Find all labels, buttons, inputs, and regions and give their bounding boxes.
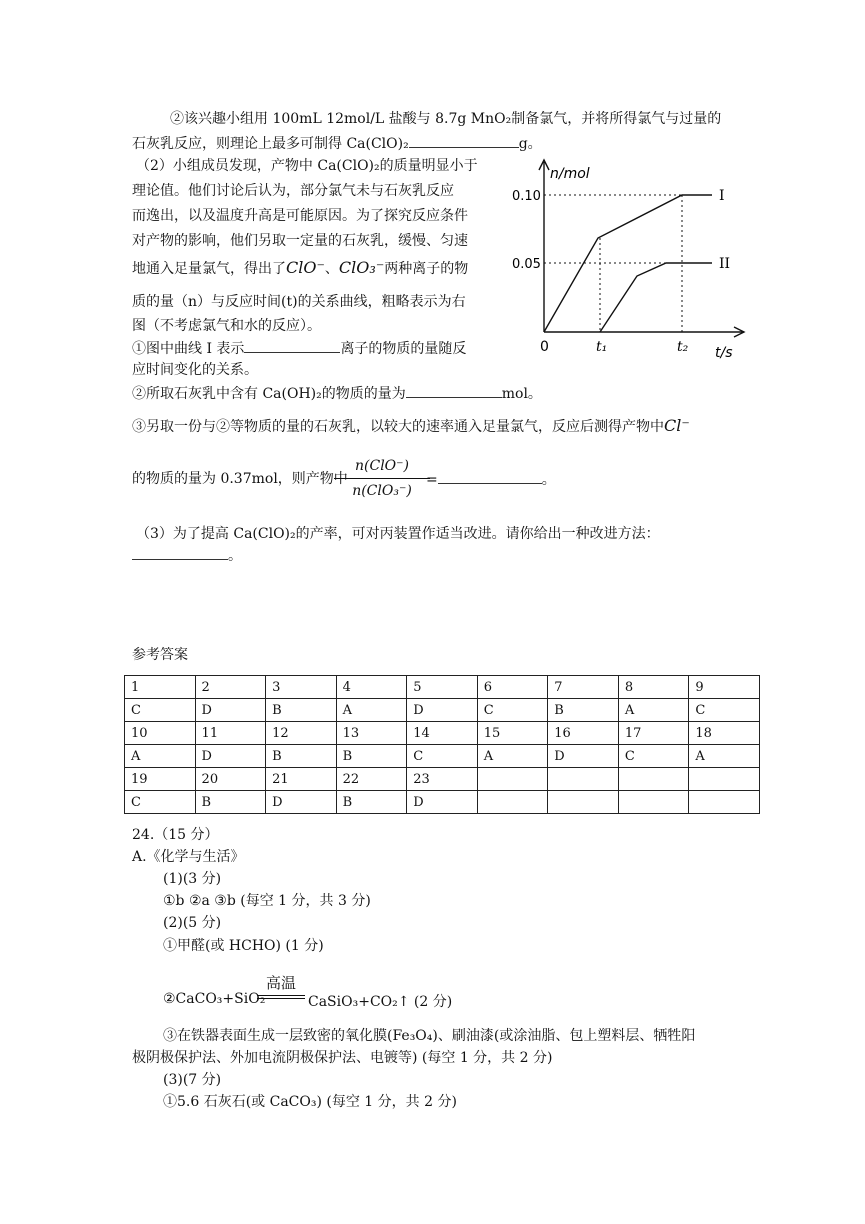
table-cell: A: [618, 699, 689, 722]
table-cell: 17: [618, 722, 689, 745]
q3-period: 。: [228, 548, 242, 564]
ratio-fraction: [334, 455, 430, 502]
fraction-bar: [334, 478, 430, 479]
answers-title: 参考答案: [132, 647, 188, 663]
table-cell: A: [477, 745, 548, 768]
table-cell: 11: [195, 722, 266, 745]
table-cell: 21: [266, 768, 337, 791]
q1-line2-text: 石灰乳反应，则理论上最多可制得 Ca(ClO)₂: [132, 136, 409, 152]
table-cell: 4: [336, 676, 407, 699]
table-cell: D: [195, 745, 266, 768]
q2-p6: 质的量（n）与反应时间(t)的关系曲线，粗略表示为右: [132, 294, 466, 310]
table-cell: [548, 791, 619, 814]
table-cell: B: [548, 699, 619, 722]
origin-label: 0: [540, 339, 549, 355]
table-cell: 7: [548, 676, 619, 699]
q2-p4: 对产物的影响，他们另取一定量的石灰乳，缓慢、匀速: [132, 233, 468, 249]
table-cell: D: [548, 745, 619, 768]
table-cell: C: [477, 699, 548, 722]
table-cell: [689, 768, 760, 791]
table-cell: 8: [618, 676, 689, 699]
table-cell: 9: [689, 676, 760, 699]
table-cell: 18: [689, 722, 760, 745]
period: 。: [541, 472, 556, 488]
fraction-numerator: n(ClO⁻): [355, 458, 409, 474]
table-cell: [618, 791, 689, 814]
heat-label: 高温: [265, 974, 296, 992]
q2-p2: 理论值。他们讨论后认为，部分氯气未与石灰乳反应: [132, 183, 454, 199]
table-cell: C: [618, 745, 689, 768]
table-cell: A: [689, 745, 760, 768]
q2-p3: 而逸出，以及温度升高是可能原因。为了探究反应条件: [132, 208, 468, 224]
equals-sign: =: [426, 472, 438, 488]
q24-p2-2a: ②CaCO₃+SiO₂: [163, 991, 266, 1007]
table-cell: 22: [336, 768, 407, 791]
q24-p3: (3)(7 分): [163, 1072, 222, 1088]
table-cell: [477, 768, 548, 791]
table-cell: B: [336, 745, 407, 768]
x-tick-t1: t₁: [596, 339, 608, 355]
answer-table: [124, 675, 760, 814]
table-row: [125, 676, 760, 699]
ion-clo3: ClO₃⁻: [338, 258, 385, 277]
y-tick-010: 0.10: [512, 189, 541, 204]
table-cell: D: [407, 791, 478, 814]
table-cell: 20: [195, 768, 266, 791]
curve-ii-label: II: [719, 256, 731, 272]
y-axis-label: n/mol: [550, 166, 590, 182]
q2-s3-text2: 的物质的量为 0.37mol，则产物中: [132, 471, 348, 487]
table-cell: B: [336, 791, 407, 814]
q2-s3-text: ③另取一份与②等物质的量的石灰乳，以较大的速率通入足量氯气，反应后测得产物中: [132, 419, 664, 435]
table-cell: [477, 791, 548, 814]
q24-p1: (1)(3 分): [163, 871, 222, 887]
table-row: [125, 768, 760, 791]
q1-line2: [132, 133, 542, 154]
table-row: [125, 791, 760, 814]
table-cell: [689, 791, 760, 814]
q24-p2-2b: CaSiO₃+CO₂↑ (2 分): [308, 994, 453, 1010]
table-cell: B: [195, 791, 266, 814]
table-row: [125, 722, 760, 745]
q24-p2-3b: 极阴极保护法、外加电流阴极保护法、电镀等) (每空 1 分，共 2 分): [132, 1050, 553, 1066]
q2-p7: 图（不考虑氯气和水的反应）。: [132, 318, 321, 334]
table-cell: C: [125, 699, 196, 722]
table-cell: 6: [477, 676, 548, 699]
answer-blank[interactable]: [438, 469, 542, 484]
table-cell: 16: [548, 722, 619, 745]
q24-p2: (2)(5 分): [163, 915, 222, 931]
q2-p1: （2）小组成员发现，产物中 Ca(ClO)₂的质量明显小于: [136, 158, 478, 174]
table-cell: C: [407, 745, 478, 768]
table-cell: 12: [266, 722, 337, 745]
answer-blank[interactable]: [406, 383, 502, 398]
table-cell: D: [266, 791, 337, 814]
table-cell: 19: [125, 768, 196, 791]
q24-head: 24.（15 分）: [132, 827, 219, 843]
x-axis-label: t/s: [715, 345, 733, 361]
q24-p1-answer: ①b ②a ③b (每空 1 分，共 3 分): [163, 893, 371, 909]
q2-p5-tail: 两种离子的物: [384, 261, 469, 277]
q2-s1-text: ①图中曲线 I 表示: [132, 341, 245, 357]
ion-clo: ClO⁻: [286, 258, 325, 277]
q24-section-a: A.《化学与生活》: [132, 849, 245, 865]
q24-p2-1: ①甲醛(或 HCHO) (1 分): [163, 938, 324, 954]
table-cell: [548, 768, 619, 791]
q1-line1: ②该兴趣小组用 100mL 12mol/L 盐酸与 8.7g MnO₂制备氯气，并将所得氯气与过量的: [170, 111, 722, 127]
separator: 、: [324, 261, 339, 277]
table-cell: A: [336, 699, 407, 722]
table-cell: 10: [125, 722, 196, 745]
q2-s3: [132, 416, 690, 437]
table-cell: 23: [407, 768, 478, 791]
q2-s3-cont: [132, 469, 348, 489]
q24-p2-3a: ③在铁器表面生成一层致密的氧化膜(Fe₃O₄)、刷油漆(或涂油脂、包上塑料层、牺牲阳: [163, 1028, 696, 1044]
x-tick-t2: t₂: [677, 339, 689, 355]
ion-cl: Cl⁻: [664, 416, 690, 435]
q24-p3-1: ①5.6 石灰石(或 CaCO₃) (每空 1 分，共 2 分): [163, 1094, 457, 1110]
q2-p5-text: 地通入足量氯气，得出了: [132, 261, 286, 277]
table-cell: C: [125, 791, 196, 814]
curve-ii: [600, 263, 712, 332]
answer-blank[interactable]: [409, 133, 519, 148]
q2-s2: [132, 383, 542, 404]
curve-i-label: I: [719, 188, 725, 204]
table-cell: D: [407, 699, 478, 722]
table-cell: 5: [407, 676, 478, 699]
q2-s2-unit: mol。: [501, 386, 542, 402]
answer-blank[interactable]: [244, 338, 340, 353]
table-cell: B: [266, 699, 337, 722]
q2-s2-text: ②所取石灰乳中含有 Ca(OH)₂的物质的量为: [132, 386, 406, 402]
answer-blank[interactable]: [132, 545, 228, 560]
n-vs-t-graph: [506, 152, 756, 362]
fraction-denominator: n(ClO₃⁻): [352, 483, 412, 499]
table-cell: 14: [407, 722, 478, 745]
table-cell: C: [689, 699, 760, 722]
table-cell: 1: [125, 676, 196, 699]
table-cell: 13: [336, 722, 407, 745]
table-cell: B: [266, 745, 337, 768]
q3-line2: [132, 545, 242, 566]
table-cell: 15: [477, 722, 548, 745]
table-cell: [618, 768, 689, 791]
table-cell: 3: [266, 676, 337, 699]
q2-s1-tail: 离子的物质的量随反: [340, 341, 467, 357]
q1-line2-unit: g。: [518, 136, 542, 152]
y-tick-005: 0.05: [512, 257, 541, 272]
q3-line1: （3）为了提高 Ca(ClO)₂的产率，可对丙装置作适当改进。请你给出一种改进方法：: [136, 526, 660, 542]
table-cell: A: [125, 745, 196, 768]
table-cell: D: [195, 699, 266, 722]
table-row: [125, 699, 760, 722]
q2-p5: [132, 258, 468, 279]
table-cell: 2: [195, 676, 266, 699]
q2-s1-cont: 应时间变化的关系。: [132, 362, 258, 378]
table-row: [125, 745, 760, 768]
q2-s3-eq: [426, 469, 556, 490]
q2-s1: [132, 338, 466, 359]
